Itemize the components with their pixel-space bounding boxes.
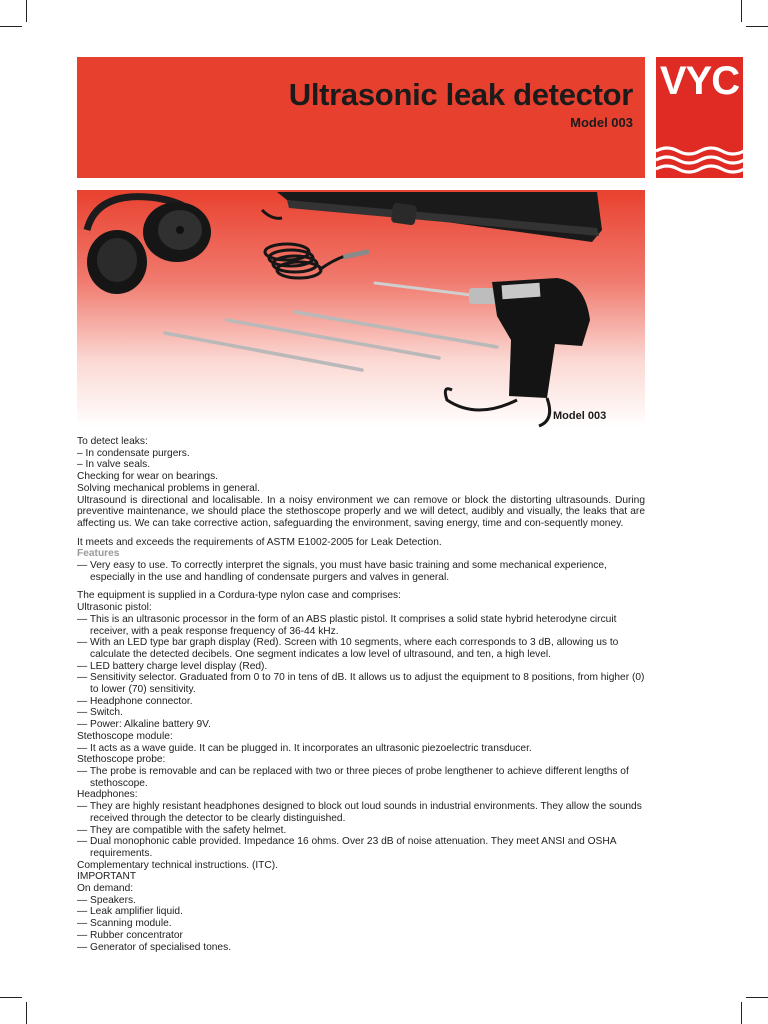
- logo-text: VYC: [659, 59, 740, 103]
- equipment-bullet: — They are highly resistant headphones designed to block out loud sounds in industrial environments. They allow the sounds received through the detector to be clearly distinguished.: [77, 801, 642, 824]
- crop-mark: [26, 0, 27, 22]
- page-title: Ultrasonic leak detector: [288, 77, 633, 112]
- intro-line: To detect leaks:: [77, 436, 148, 447]
- equipment-bullet: — Switch.: [77, 707, 123, 719]
- wave-icon: [656, 145, 743, 178]
- probe-rods: [165, 312, 497, 370]
- crop-mark: [26, 1002, 27, 1024]
- headphones: [87, 197, 211, 294]
- intro-line: Solving mechanical problems in general.: [77, 482, 260, 494]
- equipment-line: The equipment is supplied in a Cordura-type nylon case and comprises:: [77, 590, 401, 602]
- intro-line: Checking for wear on bearings.: [77, 471, 219, 483]
- equipment-bullet: — Speakers.: [77, 894, 136, 906]
- crop-mark: [0, 997, 22, 998]
- equipment-bullet: — Headphone connector.: [77, 695, 193, 707]
- equipment-bullet: — Power: Alkaline battery 9V.: [77, 719, 211, 731]
- equipment-bullet: — The probe is removable and can be replaced with two or three pieces of probe lengthener to achieve different lengths of stethoscope.: [77, 765, 629, 789]
- features-heading: Features: [77, 548, 120, 560]
- header-band: [77, 57, 645, 178]
- body-text: [77, 436, 645, 953]
- equipment-line: Ultrasonic pistol:: [77, 602, 152, 614]
- crop-mark: [746, 997, 768, 998]
- features-item: — Very easy to use. To correctly interpret the signals, you must have basic training and some mechanical experience, especially in the use and handling of condensate purgers and valves in general.: [77, 560, 607, 583]
- crop-mark: [746, 26, 768, 27]
- equipment-line: Headphones:: [77, 789, 138, 801]
- crop-mark: [741, 1002, 742, 1024]
- vyc-logo: [656, 57, 743, 178]
- crop-mark: [0, 26, 22, 27]
- product-illustration: [77, 190, 645, 428]
- equipment-bullet: — With an LED type bar graph display (Red). Screen with 10 segments, where each corresponds to 3 dB, allowing us to calculate the detected decibels. One segment indicates a low level of ultrasound, and ten, a high level.: [77, 637, 619, 660]
- equipment-line: Stethoscope module:: [77, 730, 173, 742]
- equipment-bullet: — Sensitivity selector. Graduated from 0 to 70 in tens of dB. It allows us to adjust the equipment to 8 positions, from higher (0) to lower (70) sensitivity.: [77, 672, 645, 696]
- equipment-line: IMPORTANT: [77, 871, 137, 883]
- equipment-bullet: — Leak amplifier liquid.: [77, 906, 183, 918]
- photo-caption: Model 003: [553, 410, 607, 422]
- equipment-bullet: — Scanning module.: [77, 918, 172, 930]
- equipment-bullet: — Rubber concentrator: [77, 929, 183, 941]
- equipment-bullet: — It acts as a wave guide. It can be plugged in. It incorporates an ultrasonic piezoelectric transducer.: [77, 742, 532, 754]
- intro-line: – In valve seals.: [77, 459, 151, 471]
- intro-block: [77, 436, 645, 495]
- equipment-line: Stethoscope probe:: [77, 754, 166, 766]
- equipment-bullet: — Dual monophonic cable provided. Impedance 16 ohms. Over 23 dB of noise attenuation. They meet ANSI and OSHA requirements.: [77, 836, 616, 859]
- equipment-line: On demand:: [77, 883, 134, 895]
- astm-paragraph: It meets and exceeds the requirements of ASTM E1002-2005 for Leak Detection.: [77, 536, 442, 548]
- crop-mark: [741, 0, 742, 22]
- equipment-bullet: — Generator of specialised tones.: [77, 941, 232, 953]
- ultrasound-paragraph: Ultrasound is directional and localisable. In a noisy environment we can remove or block the distorting ultrasounds. During preventive maintenance, we should place the stethoscope properly and we will detect, audibly and visually, the leaks that are affecting us. We can take corrective action, safeguarding the environment, saving energy, time and con-sequently money.: [77, 494, 645, 529]
- product-photo: [77, 190, 645, 428]
- equipment-bullet: — They are compatible with the safety helmet.: [77, 824, 287, 836]
- equipment-bullet: — This is an ultrasonic processor in the form of an ABS plastic pistol. It comprises a solid state hybrid heterodyne circuit receiver, with a peak response frequency of 36-44 kHz.: [77, 613, 617, 637]
- intro-line: – In condensate purgers.: [77, 447, 190, 459]
- model-subtitle: Model 003: [570, 115, 633, 130]
- equipment-bullet: — LED battery charge level display (Red).: [77, 660, 268, 672]
- equipment-line: Complementary technical instructions. (ITC).: [77, 859, 278, 871]
- equipment-list: [77, 590, 645, 953]
- coiled-cable: [262, 210, 345, 278]
